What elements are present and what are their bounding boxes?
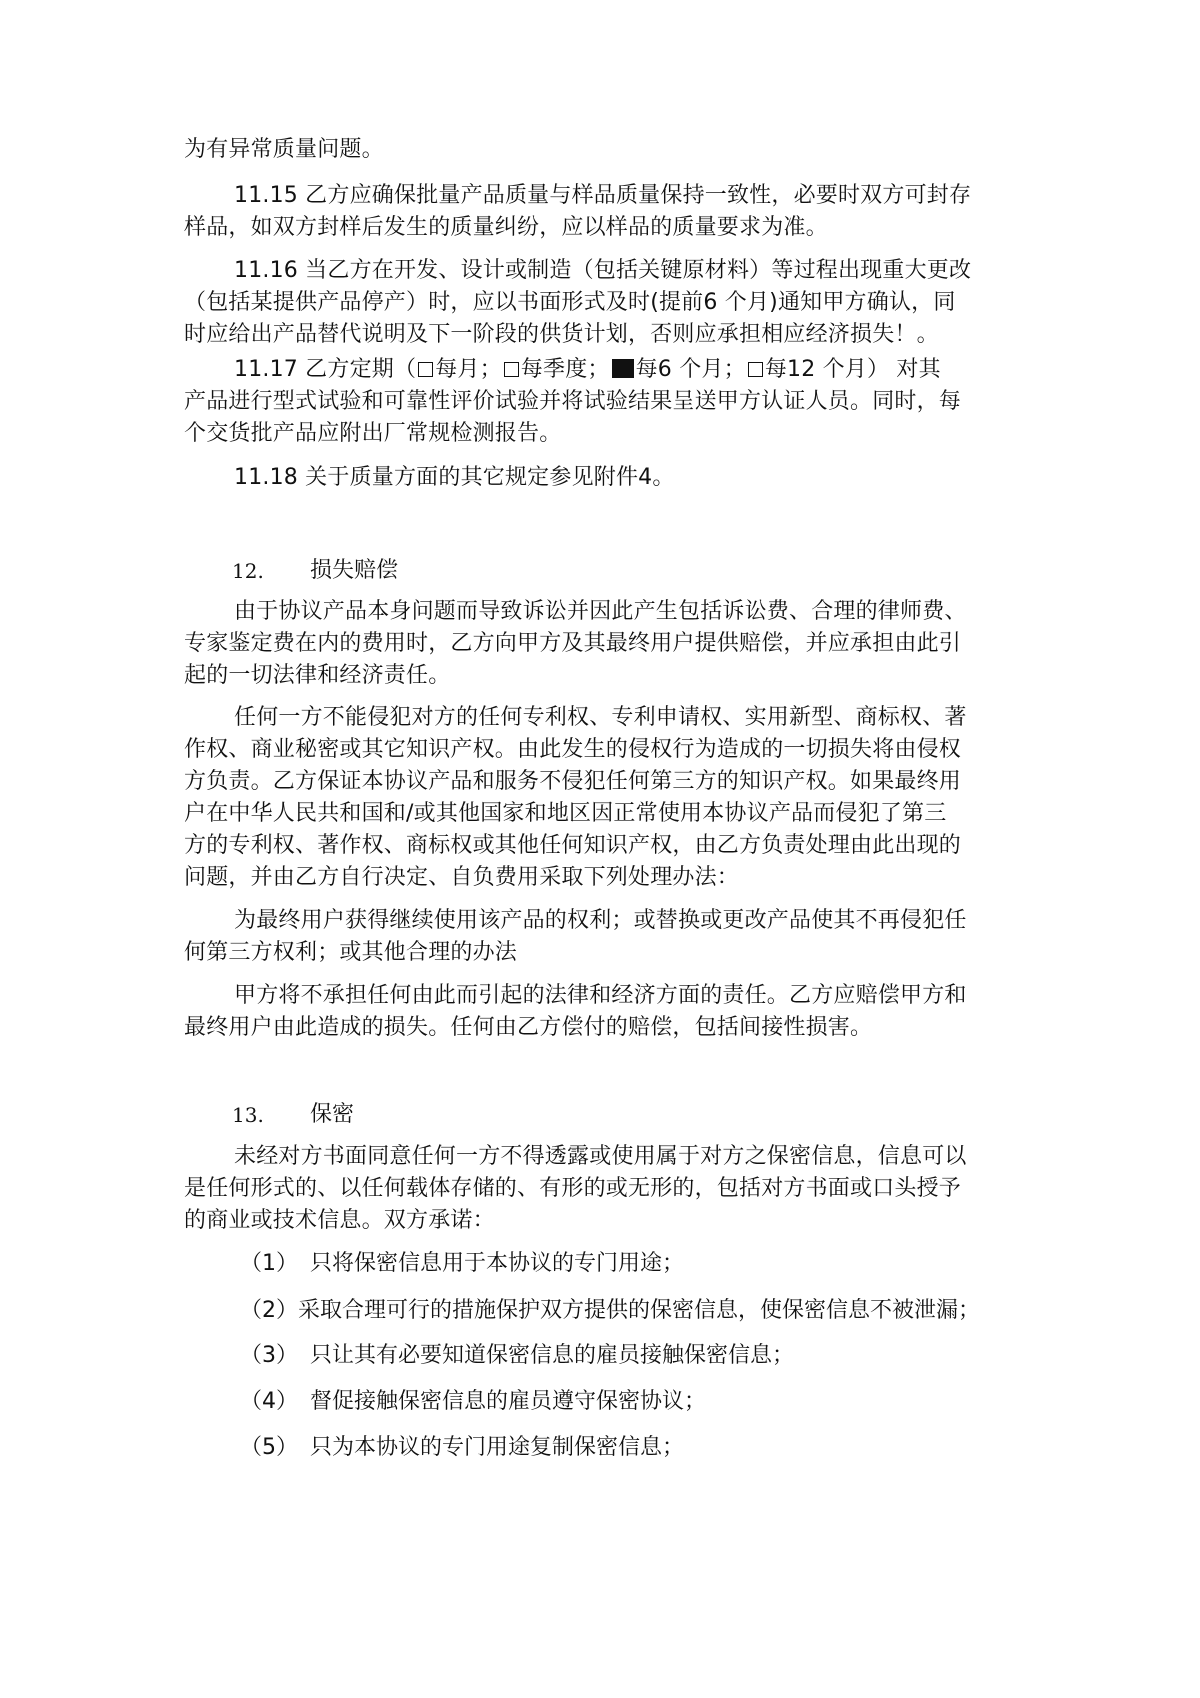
- section-12-p1-line: 由于协议产品本身问题而导致诉讼并因此产生包括诉讼费、合理的律师费、: [234, 599, 967, 624]
- list-item-text: 只为本协议的专门用途复制保密信息；: [310, 1435, 685, 1460]
- section-12-number: 12.: [232, 559, 264, 583]
- text-line: （包括某提供产品停产）时，应以书面形式及时(提前6 个月)通知甲方确认，同: [184, 290, 956, 315]
- list-item-number: （4）: [240, 1389, 298, 1414]
- section-12-p3-line: 为最终用户获得继续使用该产品的权利；或替换或更改产品使其不再侵犯任: [234, 908, 967, 933]
- section-12-p2-line: 问题，并由乙方自行决定、自负费用采取下列处理办法：: [184, 865, 740, 890]
- section-12-p4-line: 最终用户由此造成的损失。任何由乙方偿付的赔偿，包括间接性损害。: [184, 1015, 873, 1040]
- list-item-text: 督促接触保密信息的雇员遵守保密协议；: [310, 1389, 707, 1414]
- list-item-number: （1）: [240, 1251, 298, 1276]
- clause-11-17: [234, 354, 941, 386]
- section-12-p2-line: 任何一方不能侵犯对方的任何专利权、专利申请权、实用新型、商标权、著: [234, 705, 967, 730]
- section-13-p1-line: 的商业或技术信息。双方承诺：: [184, 1208, 495, 1233]
- section-12-title: 损失赔偿: [310, 558, 399, 583]
- checkbox-unchecked-icon: [504, 362, 519, 377]
- option-monthly: 每月；: [435, 357, 502, 382]
- option-twelve-months: 每12 个月） 对其: [764, 357, 941, 382]
- text-line: 时应给出产品替代说明及下一阶段的供货计划，否则应承担相应经济损失！。: [184, 322, 939, 347]
- list-item-text: 只将保密信息用于本协议的专门用途；: [310, 1251, 685, 1276]
- clause-11-15: 11.15 乙方应确保批量产品质量与样品质量保持一致性，必要时双方可封存: [234, 183, 972, 208]
- checkbox-checked-icon: [612, 359, 634, 378]
- section-12-p1-line: 专家鉴定费在内的费用时，乙方向甲方及其最终用户提供赔偿，并应承担由此引: [184, 631, 962, 656]
- clause-11-18: 11.18 关于质量方面的其它规定参见附件4。: [234, 465, 675, 490]
- clause-11-17-prefix: 11.17 乙方定期（: [234, 357, 417, 382]
- section-13-title: 保密: [310, 1102, 355, 1127]
- section-12-p3-line: 何第三方权利；或其他合理的办法: [184, 940, 518, 965]
- list-item-full: （2）采取合理可行的措施保护双方提供的保密信息，使保密信息不被泄漏；: [240, 1298, 980, 1323]
- section-13-p1-line: 未经对方书面同意任何一方不得透露或使用属于对方之保密信息，信息可以: [234, 1144, 967, 1169]
- section-12-p1-line: 起的一切法律和经济责任。: [184, 663, 451, 688]
- section-12-p4-line: 甲方将不承担任何由此而引起的法律和经济方面的责任。乙方应赔偿甲方和: [234, 983, 967, 1008]
- clause-11-16: 11.16 当乙方在开发、设计或制造（包括关键原材料）等过程出现重大更改: [234, 258, 972, 283]
- list-item-number: （3）: [240, 1343, 298, 1368]
- option-quarterly: 每季度；: [520, 357, 610, 382]
- section-12-p2-line: 方负责。乙方保证本协议产品和服务不侵犯任何第三方的知识产权。如果最终用: [184, 769, 962, 794]
- section-13-number: 13.: [232, 1103, 264, 1127]
- checkbox-unchecked-icon: [418, 362, 433, 377]
- section-12-p2-line: 方的专利权、著作权、商标权或其他任何知识产权，由乙方负责处理由此出现的: [184, 833, 962, 858]
- text-line: 个交货批产品应附出厂常规检测报告。: [184, 421, 562, 446]
- list-item-number: （5）: [240, 1435, 298, 1460]
- option-six-months: 每6 个月；: [635, 357, 746, 382]
- list-item-text: 只让其有必要知道保密信息的雇员接触保密信息；: [310, 1343, 795, 1368]
- section-12-p2-line: 作权、商业秘密或其它知识产权。由此发生的侵权行为造成的一切损失将由侵权: [184, 737, 962, 762]
- text-line: 产品进行型式试验和可靠性评价试验并将试验结果呈送甲方认证人员。同时，每: [184, 389, 962, 414]
- text-line: 样品，如双方封样后发生的质量纠纷，应以样品的质量要求为准。: [184, 215, 828, 240]
- checkbox-unchecked-icon: [748, 362, 763, 377]
- section-12-p2-line: 户在中华人民共和国和/或其他国家和地区因正常使用本协议产品而侵犯了第三: [184, 801, 947, 826]
- text-line: 为有异常质量问题。: [184, 137, 384, 162]
- section-13-p1-line: 是任何形式的、以任何载体存储的、有形的或无形的，包括对方书面或口头授予: [184, 1176, 962, 1201]
